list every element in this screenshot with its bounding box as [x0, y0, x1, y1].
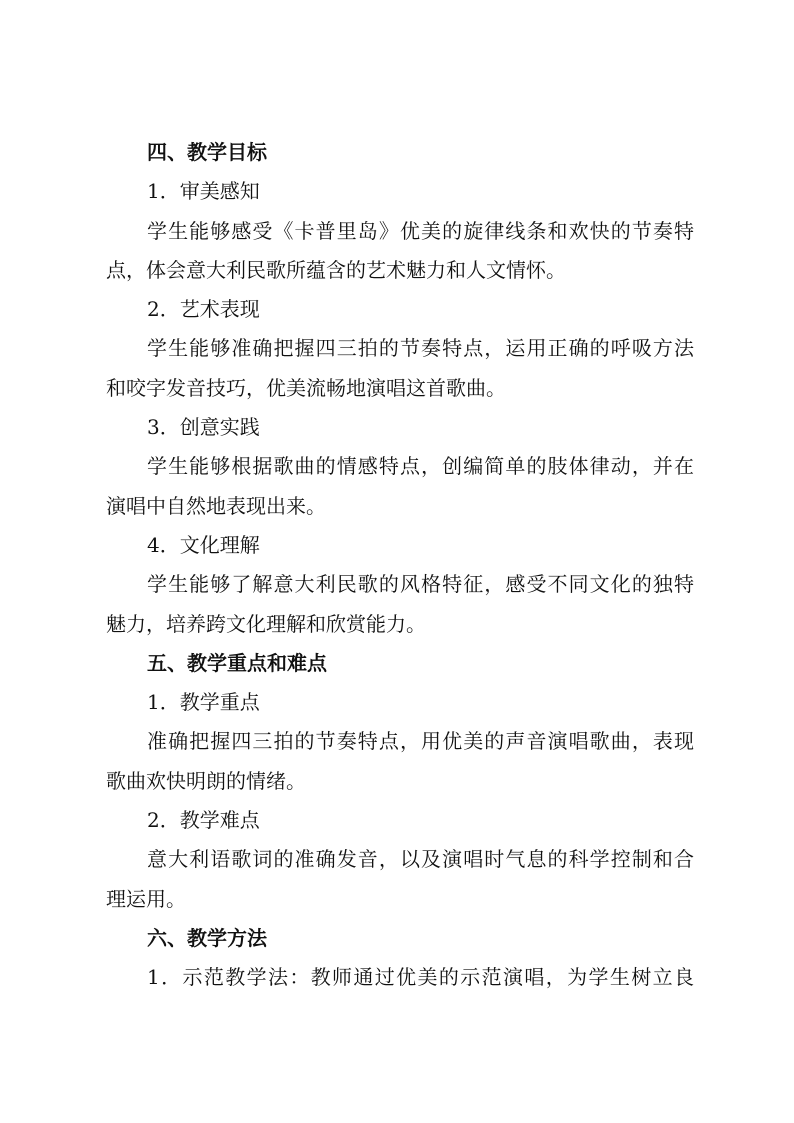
- subheading-aesthetic-perception: 1．审美感知: [147, 179, 260, 204]
- paragraph-line: 点，体会意大利民歌所蕴含的艺术魅力和人文情怀。: [106, 257, 566, 282]
- subheading-teaching-focus: 1．教学重点: [147, 690, 260, 715]
- paragraph-line: 意大利语歌词的准确发音，以及演唱时气息的科学控制和合: [147, 847, 694, 872]
- paragraph-line: 学生能够准确把握四三拍的节奏特点，运用正确的呼吸方法: [147, 336, 694, 361]
- paragraph-line: 和咬字发音技巧，优美流畅地演唱这首歌曲。: [106, 375, 506, 400]
- paragraph-line: 准确把握四三拍的节奏特点，用优美的声音演唱歌曲，表现: [147, 729, 694, 754]
- paragraph-line: 理运用。: [106, 886, 186, 911]
- section-heading-key-points: 五、教学重点和难点: [147, 650, 327, 675]
- subheading-teaching-difficulty: 2．教学难点: [147, 808, 260, 833]
- paragraph-line: 学生能够了解意大利民歌的风格特征，感受不同文化的独特: [147, 572, 694, 597]
- section-heading-teaching-methods: 六、教学方法: [147, 925, 267, 950]
- paragraph-line: 学生能够感受《卡普里岛》优美的旋律线条和欢快的节奏特: [147, 218, 694, 243]
- paragraph-line: 歌曲欢快明朗的情绪。: [106, 768, 306, 793]
- paragraph-line: 演唱中自然地表现出来。: [106, 493, 326, 518]
- subheading-creative-practice: 3．创意实践: [147, 415, 260, 440]
- paragraph-line: 学生能够根据歌曲的情感特点，创编简单的肢体律动，并在: [147, 454, 694, 479]
- subheading-cultural-understanding: 4．文化理解: [147, 532, 260, 557]
- paragraph-line: 魅力，培养跨文化理解和欣赏能力。: [106, 611, 426, 636]
- section-heading-teaching-goals: 四、教学目标: [147, 140, 267, 164]
- subheading-artistic-expression: 2．艺术表现: [147, 297, 260, 322]
- paragraph-line: 1．示范教学法：教师通过优美的示范演唱，为学生树立良: [147, 965, 694, 990]
- document-body: [106, 133, 694, 998]
